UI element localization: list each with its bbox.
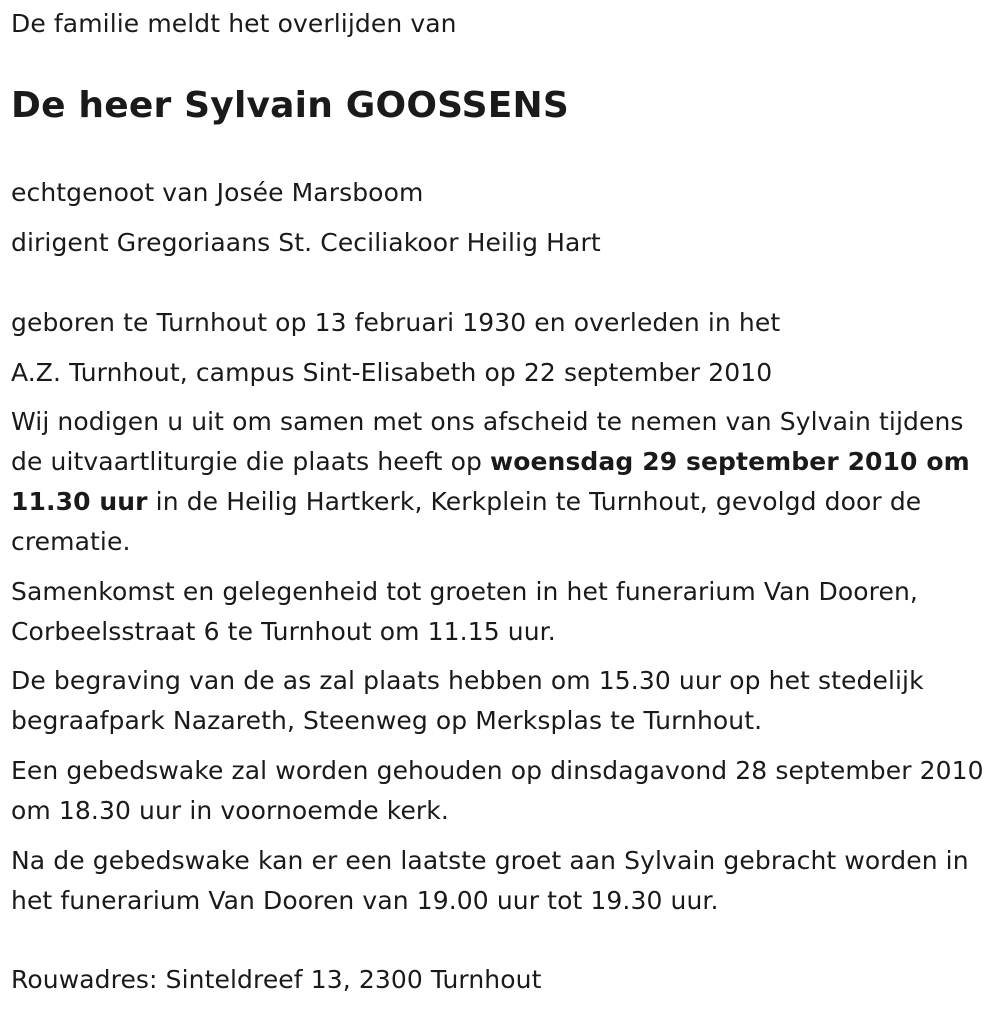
invitation-paragraph [11,402,991,562]
invitation-text-end: in de Heilig Hartkerk, Kerkplein te Turnhout, gevolgd door de crematie. [11,487,922,556]
gathering-paragraph: Samenkomst en gelegenheid tot groeten in het funerarium Van Dooren, Corbeelsstraat 6 te Turnhout om 11.15 uur. [11,577,918,646]
mourning-address: Rouwadres: Sinteldreef 13, 2300 Turnhout [11,965,542,994]
role-line: dirigent Gregoriaans St. Ceciliakoor Heilig Hart [11,228,601,257]
spouse-line: echtgenoot van Josée Marsboom [11,178,424,207]
funeral-date-time: woensdag 29 september 2010 om 11.30 uur [11,447,970,516]
deceased-name-title: De heer Sylvain GOOSSENS [11,85,570,126]
birth-line-2: A.Z. Turnhout, campus Sint-Elisabeth op 22 september 2010 [11,358,773,387]
burial-paragraph: De begraving van de as zal plaats hebben om 15.30 uur op het stedelijk begraafpark Nazareth, Steenweg op Merksplas te Turnhout. [11,666,924,735]
intro-text: De familie meldt het overlijden van [11,9,457,38]
vigil-paragraph: Een gebedswake zal worden gehouden op dinsdagavond 28 september 2010 om 18.30 uur in voornoemde kerk. [11,756,984,825]
invitation-text-start: Wij nodigen u uit om samen met ons afscheid te nemen van Sylvain tijdens de uitvaartliturgie die plaats heeft op [11,407,964,476]
birth-line-1: geboren te Turnhout op 13 februari 1930 en overleden in het [11,308,781,337]
farewell-paragraph: Na de gebedswake kan er een laatste groet aan Sylvain gebracht worden in het funerarium Van Dooren van 19.00 uur tot 19.30 uur. [11,846,969,915]
